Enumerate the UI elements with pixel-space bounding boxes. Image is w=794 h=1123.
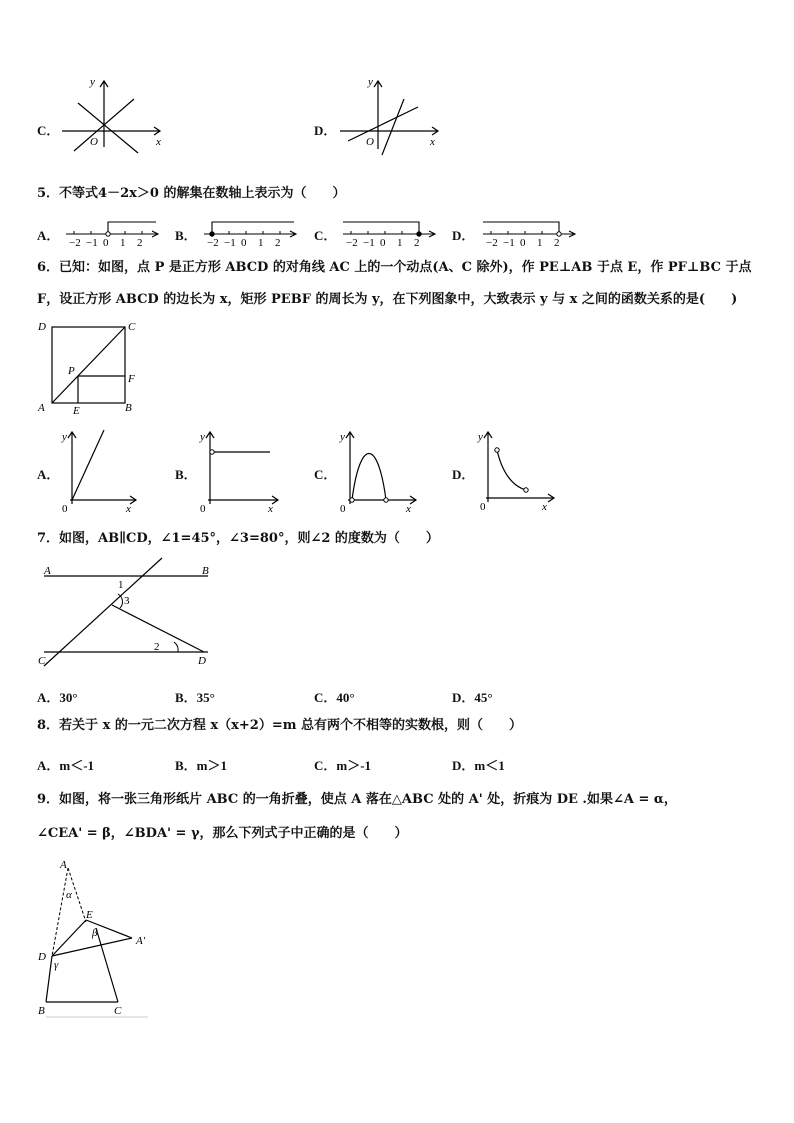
solution-ray bbox=[343, 222, 419, 234]
q7-parallel-lines-figure bbox=[36, 556, 216, 671]
svg-text:y: y bbox=[340, 431, 345, 443]
point-a-label: A bbox=[60, 859, 67, 871]
svg-text:O: O bbox=[366, 136, 374, 148]
endpoint-dot bbox=[106, 232, 110, 236]
point-e-label: E bbox=[73, 405, 80, 417]
q6-option-d-graph bbox=[478, 428, 568, 514]
q6-option-d-label: D． bbox=[452, 467, 475, 482]
tick-label: −1 bbox=[86, 237, 98, 249]
point-f-label: F bbox=[128, 373, 135, 385]
tick-label: −1 bbox=[503, 237, 515, 249]
tick-label: −2 bbox=[486, 237, 498, 249]
svg-text:y: y bbox=[62, 431, 67, 443]
svg-text:x: x bbox=[268, 503, 273, 515]
q5-option-a-label: A． bbox=[37, 228, 60, 243]
q9-stem-line2: ∠CEA' = β，∠BDA' = γ，那么下列式子中正确的是（ ） bbox=[37, 826, 408, 841]
point-a-label: A bbox=[44, 565, 51, 577]
tick-label: 0 bbox=[241, 237, 247, 249]
origin-label: O bbox=[90, 136, 98, 148]
svg-text:0: 0 bbox=[200, 503, 206, 515]
q5-option-b-label: B． bbox=[175, 228, 197, 243]
q5-option-d-numberline bbox=[483, 212, 583, 248]
q5-option-d-label: D． bbox=[452, 228, 475, 243]
q6-option-c-graph bbox=[338, 428, 428, 514]
svg-text:0: 0 bbox=[62, 503, 68, 515]
q7-option-c: C．40° bbox=[314, 690, 355, 705]
point-b-label: B bbox=[125, 402, 132, 414]
y-axis-label: y bbox=[90, 76, 95, 88]
point-c-label: C bbox=[114, 1005, 122, 1017]
angle-3-label: 3 bbox=[124, 595, 130, 607]
q6-stem-line1: 6．已知：如图，点 P 是正方形 ABCD 的对角线 AC 上的一个动点(A、C 除外)，作 PE⊥AB 于点 E，作 PF⊥BC 于点 bbox=[37, 260, 752, 275]
point-e-label: E bbox=[86, 909, 93, 921]
q9-stem-line1: 9．如图，将一张三角形纸片 ABC 的一角折叠，使点 A 落在△ABC 处的 A' 处，折痕为 DE .如果∠A = α， bbox=[37, 792, 677, 807]
point-d-label: D bbox=[198, 655, 206, 667]
q8-option-c: C．m＞-1 bbox=[314, 758, 372, 773]
tick-label: 1 bbox=[537, 237, 543, 249]
q8-option-b: B．m＞1 bbox=[175, 758, 228, 773]
tick-label: 1 bbox=[120, 237, 126, 249]
tick-label: −1 bbox=[363, 237, 375, 249]
tick-label: −2 bbox=[69, 237, 81, 249]
point-d-label: D bbox=[38, 321, 46, 333]
svg-text:y: y bbox=[478, 431, 483, 443]
point-c-label: C bbox=[38, 655, 46, 667]
angle-beta-label: β bbox=[92, 927, 98, 939]
solution-ray bbox=[483, 222, 559, 234]
point-a-label: A bbox=[38, 402, 45, 414]
svg-text:x: x bbox=[406, 503, 411, 515]
tick-label: 0 bbox=[380, 237, 386, 249]
point-b-label: B bbox=[202, 565, 209, 577]
solution-ray bbox=[212, 222, 294, 234]
q6-option-b-label: B． bbox=[175, 467, 197, 482]
q7-option-d: D．45° bbox=[452, 690, 493, 705]
q6-option-a-graph bbox=[60, 428, 150, 514]
point-p-label: P bbox=[68, 365, 75, 377]
q6-option-a-label: A． bbox=[37, 467, 60, 482]
q6-option-c-label: C． bbox=[314, 467, 337, 482]
tick-label: 0 bbox=[520, 237, 526, 249]
q7-option-b: B．35° bbox=[175, 690, 215, 705]
tick-label: 2 bbox=[554, 237, 560, 249]
q4-option-d-label: D． bbox=[314, 123, 337, 138]
tick-label: 1 bbox=[258, 237, 264, 249]
q6-stem-line2: F，设正方形 ABCD 的边长为 x，矩形 PEBF 的周长为 y，在下列图象中，大致表示 y 与 x 之间的函数关系的是( ) bbox=[37, 292, 738, 307]
tick-label: 0 bbox=[103, 237, 109, 249]
q6-option-b-graph bbox=[198, 428, 288, 514]
q5-option-c-numberline bbox=[343, 212, 443, 248]
tick-label: −2 bbox=[346, 237, 358, 249]
q5-option-a-numberline bbox=[66, 212, 166, 248]
point-c-label: C bbox=[128, 321, 136, 333]
q7-stem: 7．如图，AB∥CD，∠1=45°，∠3=80°，则∠2 的度数为（ ） bbox=[37, 531, 439, 546]
q8-option-d: D．m＜1 bbox=[452, 758, 505, 773]
svg-text:y: y bbox=[368, 76, 373, 88]
q9-fold-triangle-figure bbox=[36, 856, 166, 1021]
q8-stem: 8．若关于 x 的一元二次方程 x（x+2）=m 总有两个不相等的实数根，则（ ） bbox=[37, 718, 522, 733]
point-b-label: B bbox=[38, 1005, 45, 1017]
tick-label: 2 bbox=[275, 237, 281, 249]
q5-option-b-numberline bbox=[204, 212, 304, 248]
angle-2-label: 2 bbox=[154, 641, 160, 653]
tick-label: −2 bbox=[207, 237, 219, 249]
point-d-label: D bbox=[38, 951, 46, 963]
q5-option-c-label: C． bbox=[314, 228, 337, 243]
q8-option-a: A．m＜-1 bbox=[37, 758, 95, 773]
svg-text:x: x bbox=[126, 503, 131, 515]
tick-label: 1 bbox=[397, 237, 403, 249]
angle-alpha-label: α bbox=[66, 889, 72, 901]
endpoint-dot bbox=[557, 232, 561, 236]
q6-square-figure bbox=[36, 318, 146, 418]
endpoint-dot bbox=[417, 232, 421, 236]
solution-ray bbox=[108, 222, 156, 234]
svg-text:x: x bbox=[542, 501, 547, 513]
q7-option-a: A．30° bbox=[37, 690, 78, 705]
q4-option-c-graph bbox=[60, 75, 170, 155]
q5-stem: 5．不等式4－2x＞0 的解集在数轴上表示为（ ） bbox=[37, 186, 346, 201]
angle-1-label: 1 bbox=[118, 579, 124, 591]
svg-text:y: y bbox=[200, 431, 205, 443]
svg-text:0: 0 bbox=[340, 503, 346, 515]
q4-option-d-graph bbox=[338, 75, 448, 155]
tick-label: −1 bbox=[224, 237, 236, 249]
point-a-prime-label: A' bbox=[136, 935, 146, 947]
tick-label: 2 bbox=[137, 237, 143, 249]
angle-gamma-label: γ bbox=[54, 959, 59, 971]
svg-text:x: x bbox=[430, 136, 435, 148]
tick-label: 2 bbox=[414, 237, 420, 249]
x-axis-label: x bbox=[156, 136, 161, 148]
endpoint-dot bbox=[210, 232, 214, 236]
q4-option-c-label: C． bbox=[37, 123, 60, 138]
svg-text:0: 0 bbox=[480, 501, 486, 513]
